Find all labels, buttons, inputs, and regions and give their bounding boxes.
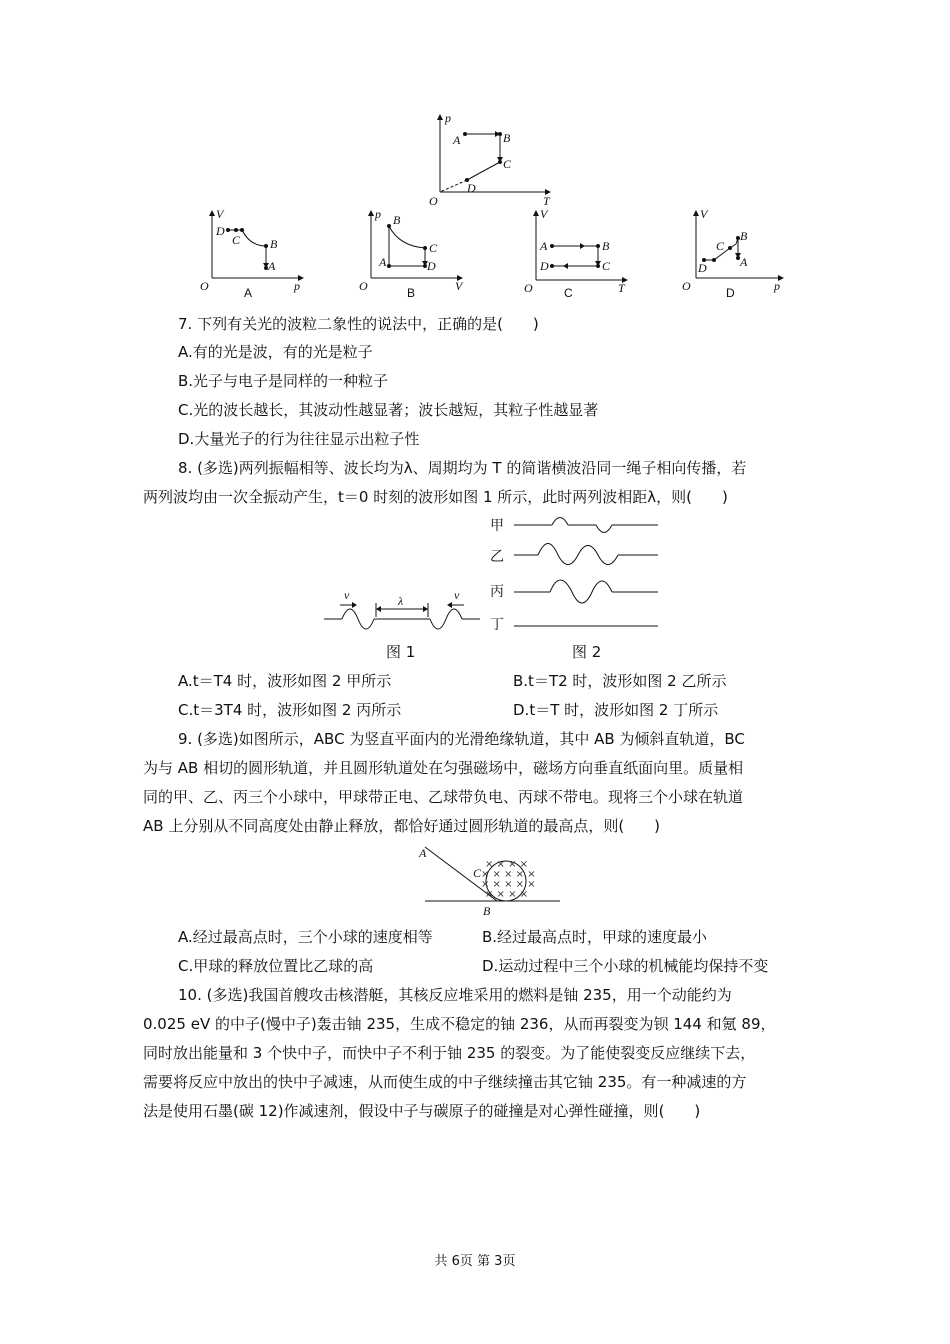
d-point-a: A [740, 255, 748, 269]
q9-stem-line-1: 9. (多选)如图所示，ABC 为竖直平面内的光滑绝缘轨道，其中 AB 为倾斜直轨道，BC [178, 730, 745, 748]
c-axis-x: T [618, 281, 625, 295]
wave2-row-yi: 乙 [490, 549, 504, 565]
q8-option-c: C.t＝3T4 时，波形如图 2 丙所示 [178, 701, 402, 719]
wave2-row-ding: 丁 [490, 617, 504, 633]
d-origin: O [682, 279, 691, 293]
q9-option-d: D.运动过程中三个小球的机械能均保持不变 [482, 957, 769, 975]
wave1-lambda: λ [398, 594, 404, 608]
a-point-d: D [216, 224, 225, 238]
b-caption: B [407, 286, 416, 300]
c-point-a: A [540, 239, 548, 253]
pt-axis-y: p [445, 111, 451, 125]
q10-line-1: 10. (多选)我国首艘攻击核潜艇，其核反应堆采用的燃料是铀 235，用一个动能约为 [178, 986, 732, 1004]
d-point-d: D [698, 261, 707, 275]
pt-point-d: D [467, 181, 476, 195]
d-point-c: C [716, 239, 725, 253]
wave1-v-left: v [344, 588, 350, 602]
page-footer: 共 6页 第 3页 [434, 1254, 516, 1269]
b-point-a: A [379, 255, 387, 269]
d-axis-y: V [700, 207, 708, 221]
q8-option-a: A.t＝T4 时，波形如图 2 甲所示 [178, 672, 392, 690]
a-origin: O [200, 279, 209, 293]
option-graph-d [680, 208, 790, 303]
wave1-v-right: v [454, 588, 460, 602]
track-point-b: B [483, 904, 491, 918]
q10-line-2: 0.025 eV 的中子(慢中子)轰击铀 235，生成不稳定的铀 236，从而再裂变为钡 144 和氪 89， [143, 1015, 776, 1033]
q10-line-3: 同时放出能量和 3 个快中子，而快中子不利于铀 235 的裂变。为了能使裂变反应继续下去， [143, 1044, 756, 1062]
d-point-b: B [740, 229, 748, 243]
svg-text:× × × × ×: × × × × × [481, 879, 536, 890]
q9-stem-line-2: 为与 AB 相切的圆形轨道，并且圆形轨道处在匀强磁场中，磁场方向垂直纸面向里。质量相 [143, 759, 744, 777]
pt-axis-x: T [543, 194, 550, 208]
option-graph-c [518, 208, 633, 303]
c-caption: C [564, 286, 573, 300]
wave2-caption: 图 2 [572, 643, 602, 661]
a-axis-y: V [216, 207, 224, 221]
q7-stem: 7. 下列有关光的波粒二象性的说法中，正确的是( ) [178, 315, 539, 333]
c-point-b: B [602, 239, 610, 253]
b-origin: O [359, 279, 368, 293]
a-point-a: A [268, 259, 276, 273]
c-point-d: D [540, 259, 549, 273]
pt-point-c: C [503, 157, 512, 171]
svg-text:× × × × ×: × × × × × [481, 869, 536, 880]
a-axis-x: p [294, 279, 300, 293]
c-axis-y: V [540, 207, 548, 221]
pt-graph [425, 112, 555, 207]
q8-option-d: D.t＝T 时，波形如图 2 丁所示 [513, 701, 719, 719]
q9-stem-line-3: 同的甲、乙、丙三个小球中，甲球带正电、乙球带负电、丙球不带电。现将三个小球在轨道 [143, 788, 744, 806]
c-point-c: C [602, 259, 611, 273]
q8-stem-line-1: 8. (多选)两列振幅相等、波长均为λ、周期均为 T 的简谐横波沿同一绳子相向传播，若 [178, 459, 747, 477]
b-point-d: D [427, 259, 436, 273]
q8-stem-line-2: 两列波均由一次全振动产生，t＝0 时刻的波形如图 1 所示，此时两列波相距λ，则( ) [143, 488, 728, 506]
option-graph-a [198, 208, 308, 303]
a-point-b: B [270, 237, 278, 251]
q7-option-c: C.光的波长越长，其波动性越显著；波长越短，其粒子性越显著 [178, 401, 599, 419]
pt-point-a: A [453, 133, 461, 147]
wave1-caption: 图 1 [386, 643, 416, 661]
d-axis-x: p [774, 279, 780, 293]
q10-line-4: 需要将反应中放出的快中子减速，从而使生成的中子继续撞击其它铀 235。有一种减速的方 [143, 1073, 747, 1091]
b-axis-x: V [455, 279, 463, 293]
track-point-a: A [419, 846, 427, 860]
wave2-row-jia: 甲 [490, 518, 504, 534]
q9-option-b: B.经过最高点时，甲球的速度最小 [482, 928, 708, 946]
q9-option-c: C.甲球的释放位置比乙球的高 [178, 957, 374, 975]
b-axis-y: p [375, 207, 381, 221]
q7-option-b: B.光子与电子是同样的一种粒子 [178, 372, 389, 390]
q9-stem-line-4: AB 上分别从不同高度处由静止释放，都恰好通过圆形轨道的最高点，则( ) [143, 817, 661, 835]
q7-option-d: D.大量光子的行为往往显示出粒子性 [178, 430, 420, 448]
svg-text:× × × ×: × × × × [485, 889, 529, 900]
q10-line-5: 法是使用石墨(碳 12)作减速剂，假设中子与碳原子的碰撞是对心弹性碰撞，则( ) [143, 1102, 701, 1120]
d-caption: D [726, 286, 735, 300]
q8-option-b: B.t＝T2 时，波形如图 2 乙所示 [513, 672, 727, 690]
option-graph-b [355, 208, 465, 303]
svg-text:× × × ×: × × × × [485, 859, 529, 870]
q7-option-a: A.有的光是波，有的光是粒子 [178, 343, 373, 361]
pt-origin: O [429, 194, 438, 208]
wave-figure-2 [488, 510, 663, 635]
a-point-c: C [232, 233, 241, 247]
track-point-c: C [473, 866, 482, 880]
c-origin: O [524, 281, 533, 295]
b-point-c: C [429, 241, 438, 255]
b-point-b: B [393, 213, 401, 227]
a-caption: A [244, 286, 253, 300]
wave2-row-bing: 丙 [490, 584, 504, 600]
track-figure [415, 843, 565, 923]
q9-option-a: A.经过最高点时，三个小球的速度相等 [178, 928, 433, 946]
pt-point-b: B [503, 131, 511, 145]
